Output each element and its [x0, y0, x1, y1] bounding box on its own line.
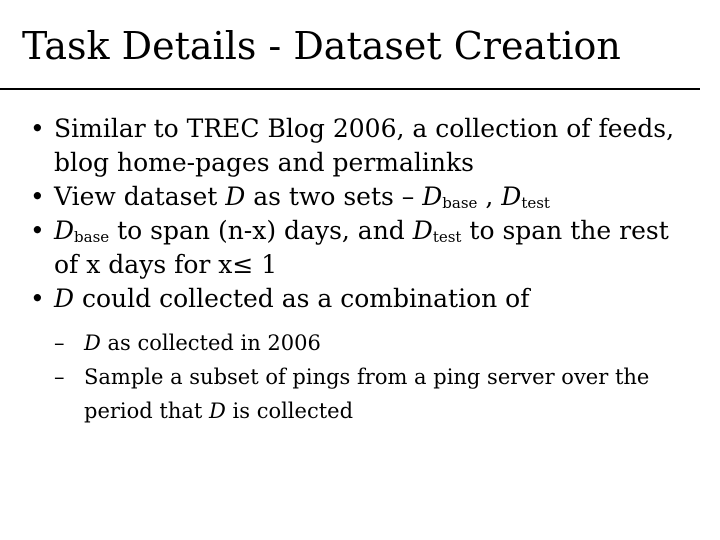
- subscript-base: base: [442, 194, 478, 212]
- dash-icon: –: [54, 331, 65, 355]
- sub-bullet-list: [54, 326, 700, 428]
- bullet-item-1: [30, 112, 700, 180]
- sub-bullet-text: as collected in 2006: [100, 331, 321, 355]
- sub-bullet-item-1: [54, 326, 700, 360]
- bullet-item-4: [30, 282, 700, 428]
- sub-bullet-item-2: [54, 360, 700, 428]
- bullet-text: could collected as a combination of: [74, 284, 530, 313]
- bullet-text: ,: [477, 182, 502, 211]
- bullet-icon: •: [30, 182, 45, 211]
- dataset-symbol: D: [84, 331, 101, 355]
- bullet-text: to span (n-x) days, and: [109, 216, 413, 245]
- dataset-symbol: D: [501, 182, 522, 211]
- bullet-item-2: [30, 180, 700, 214]
- dash-icon: –: [54, 365, 65, 389]
- dataset-symbol: D: [412, 216, 433, 245]
- bullet-text: View dataset: [54, 182, 226, 211]
- sub-bullet-text: is collected: [225, 399, 354, 423]
- dataset-symbol: D: [209, 399, 226, 423]
- subscript-base: base: [74, 228, 110, 246]
- bullet-text: Similar to TREC Blog 2006, a collection of feeds, blog home-pages and permalinks: [54, 114, 675, 177]
- dataset-symbol: D: [54, 216, 75, 245]
- slide-title: Task Details - Dataset Creation: [22, 24, 621, 68]
- subscript-test: test: [521, 194, 550, 212]
- dataset-symbol: D: [225, 182, 246, 211]
- bullet-list: [30, 112, 700, 428]
- sub-bullet-text: Sample a subset of pings from a ping server over the period that: [84, 365, 650, 423]
- title-divider: [0, 88, 700, 90]
- bullet-icon: •: [30, 284, 45, 313]
- bullet-text: to span the rest of x days for x≤ 1: [54, 216, 669, 279]
- dataset-symbol: D: [54, 284, 75, 313]
- bullet-icon: •: [30, 114, 45, 143]
- bullet-item-3: [30, 214, 700, 282]
- bullet-text: as two sets –: [245, 182, 423, 211]
- dataset-symbol: D: [422, 182, 443, 211]
- subscript-test: test: [432, 228, 462, 246]
- bullet-icon: •: [30, 216, 45, 245]
